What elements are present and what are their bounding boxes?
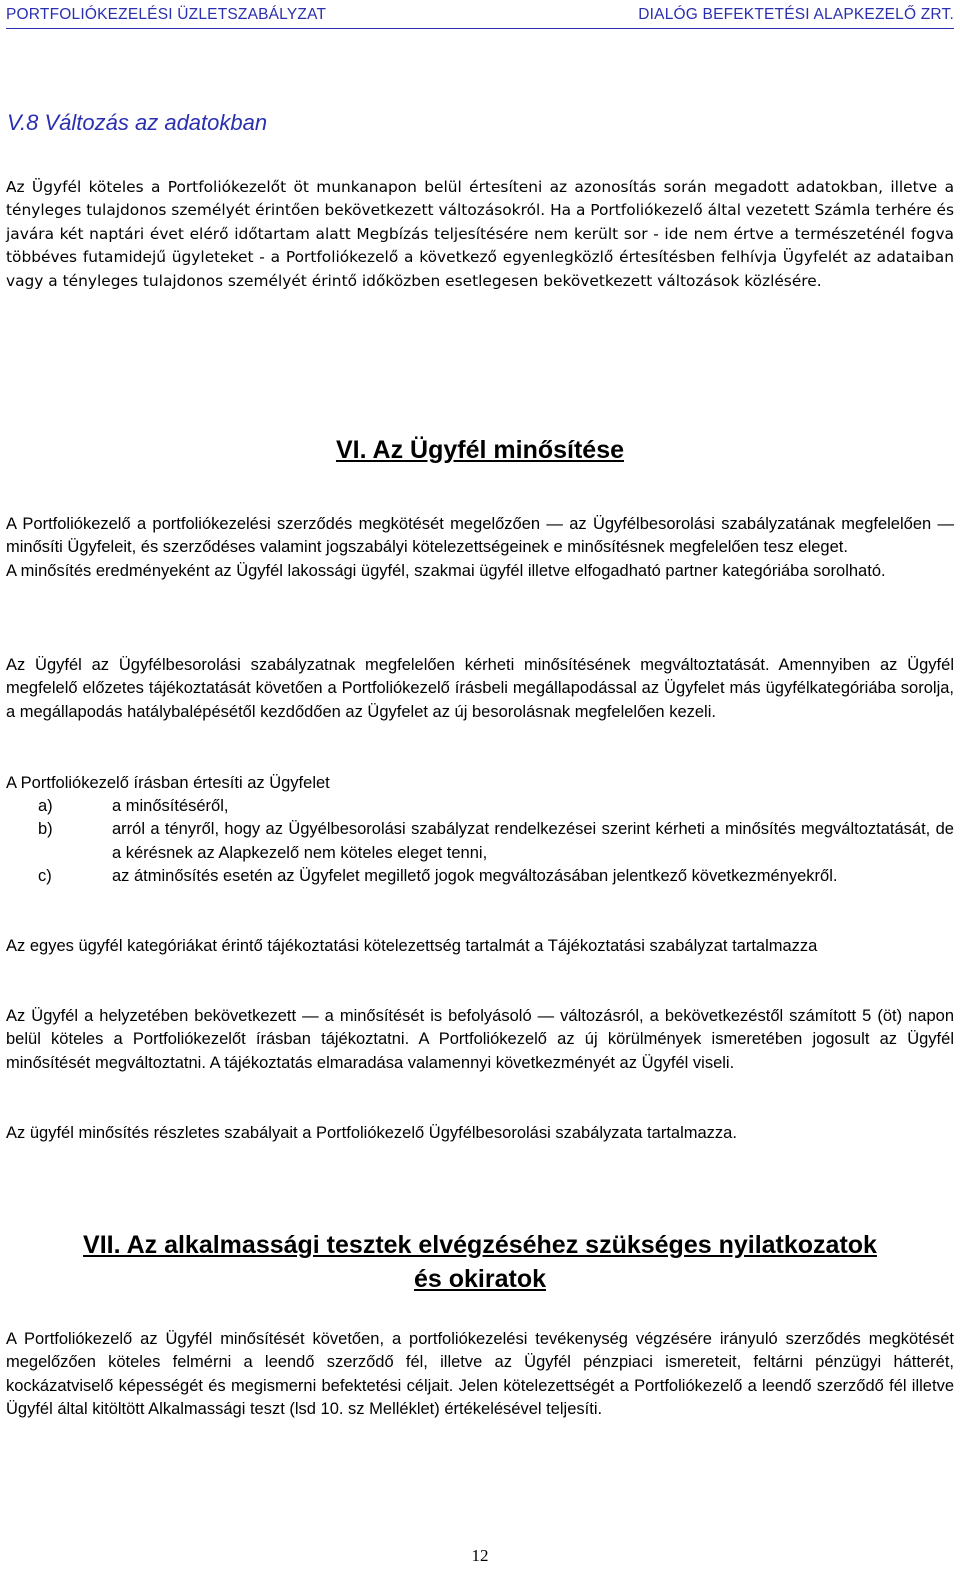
section-vi-body-2 (6, 654, 954, 724)
section-vi-body-1 (6, 513, 954, 583)
paragraph: Az Ügyfél az Ügyfélbesorolási szabályzatnak megfelelően kérheti minősítésének megváltoztatását. Amennyiben az Ügyfél megfelelő előzetes tájékoztatását követően a Portfoliókezelő írásbeli megállapodással az Ügyfelet más ügyfélkategóriába sorolja, a megállapodás hatálybalépésétől kezdődően az Ügyfelet az új besorolásnak megfelelően kezeli. (6, 656, 954, 721)
list-item (6, 795, 954, 818)
section-vii-title: VII. Az alkalmassági tesztek elvégzéséhez szükséges nyilatkozatok és okiratok (83, 1231, 877, 1293)
list-text: az átminősítés esetén az Ügyfelet megillető jogok megváltozásában jelentkező következményekről. (112, 867, 838, 886)
list-marker: b) (38, 820, 53, 839)
list-marker: c) (38, 867, 52, 886)
section-vi-body-3 (6, 935, 954, 958)
section-vi-title: VI. Az Ügyfél minősítése (335, 436, 625, 464)
paragraph: Az Ügyfél a helyzetében bekövetkezett — a minősítését is befolyásoló — változásról, a bekövetkezéstől számított 5 (öt) napon belül köteles a Portfoliókezelőt írásban tájékoztatni. A Portfoliókezelő az új körülmények ismeretében jogosult az Ügyfél minősítését megváltoztatni. A tájékoztatás elmaradása valamennyi következményét az Ügyfél viseli. (6, 1007, 954, 1072)
list-marker: a) (38, 797, 53, 815)
paragraph: Az ügyfél minősítés részletes szabályait a Portfoliókezelő Ügyfélbesorolási szabályzata tartalmazza. (6, 1124, 737, 1142)
list-text: arról a tényről, hogy az Ügyélbesorolási szabályzat rendelkezései szerint kérheti a minősítés megváltoztatását, de a kérésnek az Alapkezelő nem köteles eleget tenni, (112, 820, 954, 862)
list-text: a minősítéséről, (112, 797, 229, 815)
page-header (6, 4, 954, 29)
header-left-title: PORTFOLIÓKEZELÉSI ÜZLETSZABÁLYZAT (6, 6, 327, 23)
page-number: 12 (471, 1546, 489, 1565)
list-item (6, 818, 954, 865)
paragraph: Az Ügyfél köteles a Portfoliókezelőt öt munkanapon belül értesíteni az azonosítás során megadott adatokban, illetve a tényleges tulajdonos személyét érintően bekövetkezett változásokról. Ha a Portfoliókezelő által vezetett Számla terhére és javára két naptári évet elérő időtartam alatt Megbízás teljesítésére nem került sor - ide nem értve a természeténél fogva többéves futamidejű ügyleteket - a Portfoliókezelő a következő egyenlegközlő értesítésben felhívja Ügyfelét az adataiban vagy a tényleges tulajdonos személyét érintő időközben esetlegesen bekövetkezett változások közlésére. (6, 178, 954, 290)
section-vi-notify-intro (6, 772, 954, 795)
paragraph: Az egyes ügyfél kategóriákat érintő tájékoztatási kötelezettség tartalmát a Tájékoztatási szabályzat tartalmazza (6, 937, 818, 955)
section-vii-body (6, 1328, 954, 1422)
section-v8-paragraph (6, 176, 954, 293)
list-item (6, 865, 954, 888)
paragraph: A Portfoliókezelő a portfoliókezelési szerződés megkötését megelőzően — az Ügyfélbesorolási szabályzatának megfelelően — minősíti Ügyfeleit, és szerződéses valamint jogszabályi kötelezettségeinek e minősítésnek megfelelően tesz eleget. (6, 515, 954, 557)
section-v8-title: V.8 Változás az adatokban (7, 110, 268, 135)
section-vi-body-4 (6, 1005, 954, 1075)
header-right-title: DIALÓG BEFEKTETÉSI ALAPKEZELŐ ZRT. (638, 6, 954, 23)
notify-list (6, 795, 954, 889)
section-vi-body-5 (6, 1122, 954, 1145)
paragraph: A Portfoliókezelő az Ügyfél minősítését követően, a portfoliókezelési tevékenység végzésére irányuló szerződés megkötését megelőzően köteles felmérni a leendő szerződő fél, illetve az Ügyfél pénzpiaci ismereteit, feltárni pénzügyi hátterét, kockázatviselő képességét és megismerni befektetési céljait. Jelen kötelezettségét a Portfoliókezelő a leendő szerződő fél illetve Ügyfél által kitöltött Alkalmassági teszt (lsd 10. sz Melléklet) értékelésével teljesíti. (6, 1330, 954, 1419)
paragraph: A Portfoliókezelő írásban értesíti az Ügyfelet (6, 774, 330, 792)
paragraph: A minősítés eredményeként az Ügyfél lakossági ügyfél, szakmai ügyfél illetve elfogadható partner kategóriába sorolható. (6, 561, 886, 580)
